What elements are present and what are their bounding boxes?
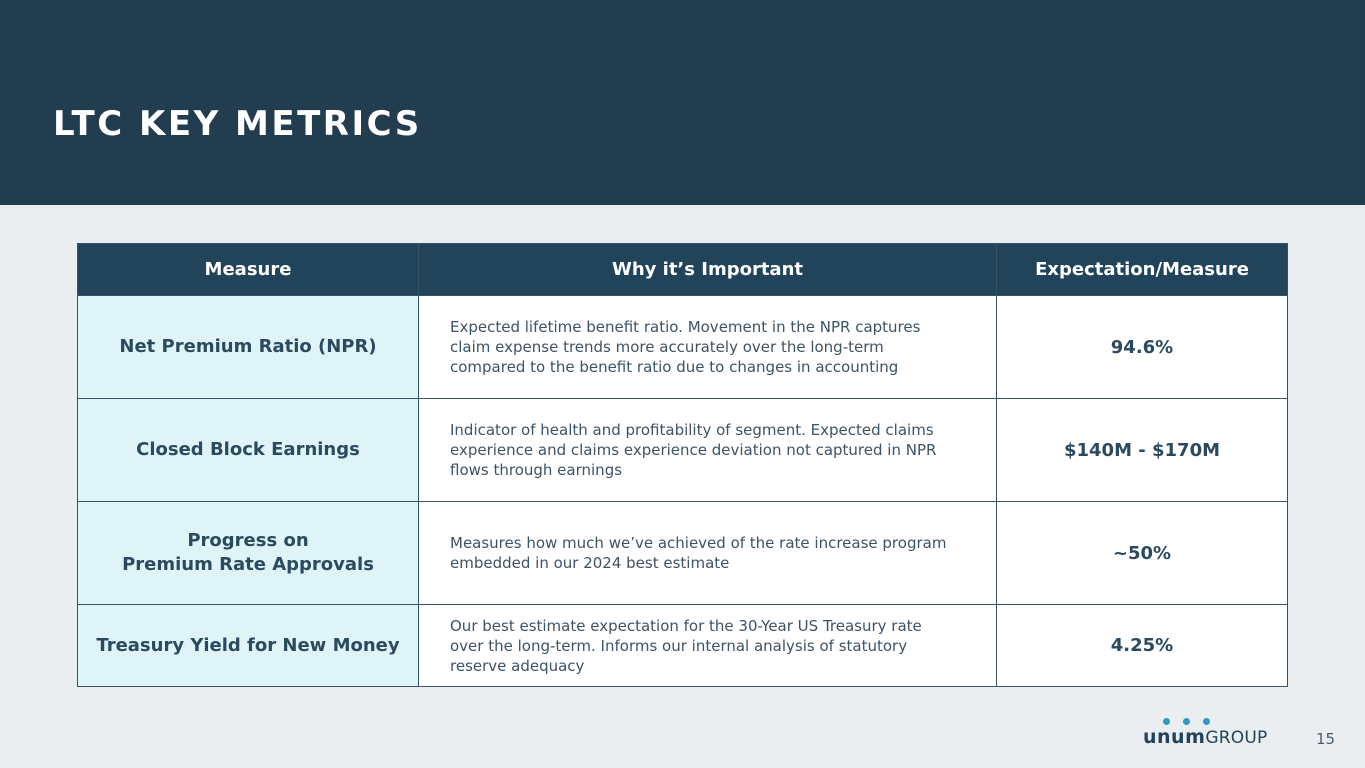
why-important-cell	[419, 605, 997, 687]
table-row	[78, 296, 1288, 399]
measure-label: Net Premium Ratio (NPR)	[119, 336, 377, 357]
page-title: LTC KEY METRICS	[53, 104, 422, 144]
expectation-value: 4.25%	[997, 605, 1288, 687]
why-text-line: embedded in our 2024 best estimate	[450, 554, 730, 572]
why-text-line: Expected lifetime benefit ratio. Movement in the NPR captures	[450, 318, 921, 336]
why-text-line: Indicator of health and profitability of segment. Expected claims	[450, 421, 934, 439]
measure-label: Progress on	[187, 530, 309, 551]
logo-dot	[1163, 718, 1170, 725]
measure-label: Treasury Yield for New Money	[96, 634, 400, 656]
measure-label: Closed Block Earnings	[136, 439, 360, 460]
expectation-value: ~50%	[997, 502, 1288, 605]
measure-label: Premium Rate Approvals	[122, 554, 374, 575]
logo-suffix: GROUP	[1205, 728, 1268, 748]
measure-cell	[78, 605, 419, 687]
table-row	[78, 605, 1288, 687]
table-row	[78, 502, 1288, 605]
measure-cell	[78, 502, 419, 605]
measure-cell	[78, 296, 419, 399]
page-number: 15	[1316, 730, 1336, 748]
expectation-value: 94.6%	[997, 296, 1288, 399]
why-text-line: over the long-term. Informs our internal analysis of statutory	[450, 636, 908, 655]
why-important-cell	[419, 502, 997, 605]
why-text-line: compared to the benefit ratio due to changes in accounting	[450, 358, 899, 376]
why-text-line: reserve adequacy	[450, 656, 585, 675]
why-text-line: Measures how much we’ve achieved of the rate increase program	[450, 534, 947, 552]
table-header-row	[78, 244, 1288, 296]
column-header-measure: Measure	[78, 244, 419, 296]
measure-cell	[78, 399, 419, 502]
column-header-why-important: Why it’s Important	[419, 244, 997, 296]
title-banner	[0, 0, 1365, 205]
unum-group-logo	[1143, 718, 1288, 748]
table-row	[78, 399, 1288, 502]
logo-brand: unum	[1143, 726, 1206, 748]
logo-dots-icon	[1163, 718, 1233, 726]
logo-wordmark	[1143, 726, 1267, 749]
column-header-expectation: Expectation/Measure	[997, 244, 1288, 296]
why-important-cell	[419, 296, 997, 399]
why-important-cell	[419, 399, 997, 502]
why-text-line: flows through earnings	[450, 461, 623, 479]
expectation-value: $140M - $170M	[997, 399, 1288, 502]
why-text-line: Our best estimate expectation for the 30-Year US Treasury rate	[450, 616, 922, 635]
key-metrics-table	[77, 243, 1288, 687]
why-text-line: experience and claims experience deviation not captured in NPR	[450, 441, 937, 459]
why-text-line: claim expense trends more accurately over the long-term	[450, 338, 884, 356]
logo-dot	[1183, 718, 1190, 725]
logo-dot	[1203, 718, 1210, 725]
